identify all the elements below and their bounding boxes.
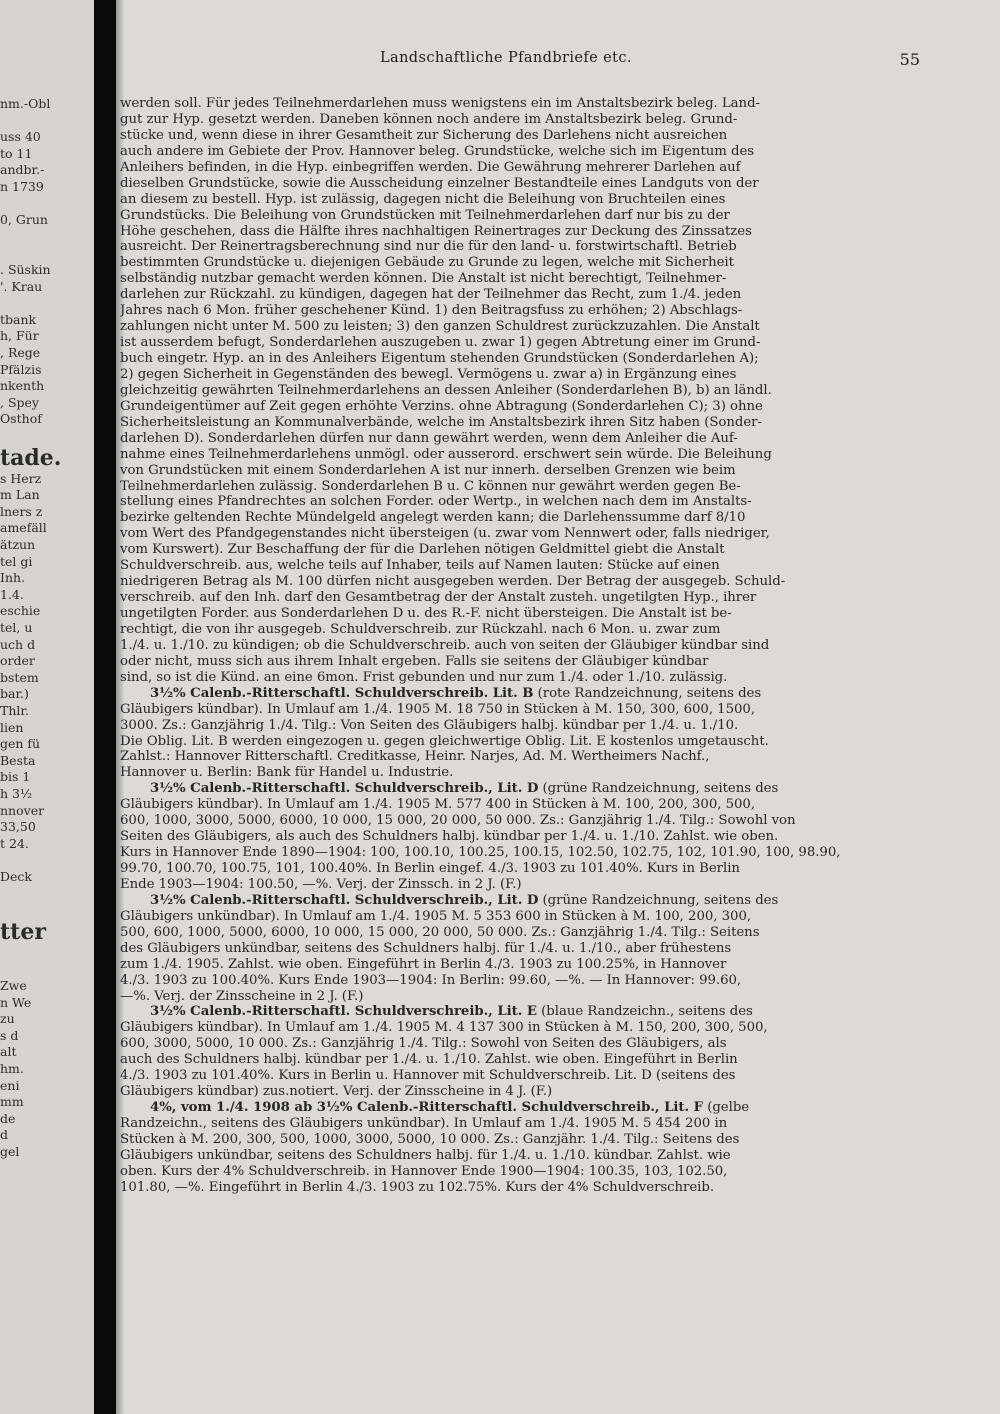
adjacent-page-line: eni — [0, 1077, 20, 1093]
text-line: Randzeichn., seitens des Gläubigers unkündbar). In Umlauf am 1./4. 1905 M. 5 454 200 in — [120, 1116, 728, 1131]
bond-heading: 3½% Calenb.-Ritterschaftl. Schuldverschreib., Lit. D — [150, 892, 539, 908]
text-line: gut zur Hyp. gesetzt werden. Daneben können noch andere im Anstaltsbezirk beleg. Grund- — [120, 111, 738, 127]
text-line: zum 1./4. 1905. Zahlst. wie oben. Eingeführt in Berlin 4./3. 1903 zu 100.25%, in Hannover — [120, 956, 727, 972]
text-line: 500, 600, 1000, 5000, 6000, 10 000, 15 000, 20 000, 50 000. Zs.: Ganzjährig 1./4. Tilg.: Seitens — [120, 924, 760, 940]
text-line: Gläubigers kündbar). In Umlauf am 1./4. 1905 M. 4 137 300 in Stücken à M. 150, 200, 300, 500, — [120, 1020, 768, 1036]
text-line — [120, 893, 920, 909]
text-line: rechtigt, die von ihr ausgegeb. Schuldverschreib. zur Rückzahl. nach 6 Mon. u. zwar zum — [120, 621, 721, 637]
adjacent-page-line: gen fü — [0, 736, 41, 752]
adjacent-page-line: d — [0, 1127, 9, 1143]
adjacent-page-line: eschie — [0, 603, 41, 619]
text-line: Zahlst.: Hannover Ritterschaftl. Creditkasse, Heinr. Narjes, Ad. M. Wertheimers Nachf., — [120, 749, 710, 765]
text-line: Gläubigers kündbar). In Umlauf am 1./4. 1905 M. 18 750 in Stücken à M. 150, 300, 600, 1500, — [120, 701, 755, 717]
adjacent-page-line: Zwe — [0, 978, 27, 993]
adjacent-page-line: bis 1 — [0, 769, 31, 785]
bond-heading: 3½% Calenb.-Ritterschaftl. Schuldverschreib., Lit. E — [150, 1004, 537, 1020]
text-line: Grundeigentümer auf Zeit gegen erhöhte Verzins. ohne Abtragung (Sonderdarlehen C); 3) ohne — [120, 398, 763, 414]
adjacent-page-line: gel — [0, 1144, 20, 1159]
text-line: selbständig nutzbar gemacht werden können. Die Anstalt ist nicht berechtigt, Teilnehmer- — [120, 271, 727, 287]
adjacent-page-fragment — [0, 0, 94, 1414]
text-line: Gläubigers kündbar). In Umlauf am 1./4. 1905 M. 577 400 in Stücken à M. 100, 200, 300, 500, — [120, 797, 755, 813]
text-line: Gläubigers kündbar) zus.notiert. Verj. der Zinsscheine in 4 J. (F.) — [120, 1084, 553, 1100]
adjacent-page-line: zu — [0, 1011, 15, 1027]
adjacent-page-line: lien — [0, 719, 24, 735]
text-line: vom Wert des Pfandgegenstandes nicht übersteigen (u. zwar vom Nennwert oder, falls niedriger, — [120, 526, 770, 542]
book-binding-shadow — [94, 0, 116, 1414]
text-run: (gelbe — [703, 1100, 750, 1116]
adjacent-page-line: n 1739 — [0, 179, 44, 194]
text-line: ausreicht. Der Reinertragsberechnung sind nur die für den land- u. forstwirtschaftl. Betrieb — [120, 239, 737, 255]
text-line: buch eingetr. Hyp. an in des Anleihers Eigentum stehenden Grundstücken (Sonderdarlehen A); — [120, 351, 759, 366]
text-line: Grundstücks. Die Beleihung von Grundstücken mit Teilnehmerdarlehen darf nur bis zu der — [120, 207, 730, 223]
page-header — [380, 50, 920, 72]
text-line — [120, 1100, 920, 1116]
text-line: auch des Schuldners halbj. kündbar per 1./4. u. 1./10. Zahlst. wie oben. Eingeführt in Berlin — [120, 1052, 738, 1068]
text-line: zahlungen nicht unter M. 500 zu leisten; 3) den ganzen Schuldrest zurückzuzahlen. Die Anstalt — [120, 319, 760, 335]
text-line: 2) gegen Sicherheit in Gegenständen des bewegl. Vermögens u. zwar a) in Ergänzung eines — [120, 366, 737, 382]
running-head: Landschaftliche Pfandbriefe etc. — [380, 50, 632, 66]
adjacent-page-line: Besta — [0, 752, 36, 768]
text-line: —%. Verj. der Zinsscheine in 2 J. (F.) — [120, 988, 364, 1004]
text-line: vom Kurswert). Zur Beschaffung der für die Darlehen nötigen Geldmittel giebt die Anstalt — [120, 542, 725, 558]
text-run: (blaue Randzeichn., seitens des — [536, 1004, 753, 1020]
text-line: 1./4. u. 1./10. zu kündigen; ob die Schuldverschreib. auch von seiten der Gläubiger kündbar sind — [120, 637, 770, 653]
text-line: auch andere im Gebiete der Prov. Hannover beleg. Grundstücke, welche sich im Eigentum des — [120, 143, 755, 159]
adjacent-page-line: de — [0, 1110, 16, 1126]
adjacent-page-line: m Lan — [0, 487, 40, 503]
text-line: 600, 3000, 5000, 10 000. Zs.: Ganzjährig 1./4. Tilg.: Sowohl von Seiten des Gläubigers, als — [120, 1036, 727, 1052]
text-line: Gläubigers unkündbar). In Umlauf am 1./4. 1905 M. 5 353 600 in Stücken à M. 100, 200, 300, — [120, 908, 752, 924]
text-line: des Gläubigers unkündbar, seitens des Schuldners halbj. für 1./4. u. 1./10., aber frühestens — [120, 940, 732, 956]
adjacent-page-line: alt — [0, 1044, 17, 1060]
adjacent-page-line: Pfälzis — [0, 361, 42, 377]
text-line: verschreib. auf den Inh. darf den Gesamtbetrag der der Anstalt zusteh. ungetilgten Hyp., ihrer — [120, 590, 757, 606]
adjacent-page-line: 33,50 — [0, 819, 36, 835]
text-line: bezirke geltenden Rechte Mündelgeld angelegt werden kann; die Darlehenssumme darf 8/10 — [120, 510, 746, 526]
text-line: stücke und, wenn diese in ihrer Gesamtheit zur Sicherung des Darlehens nicht ausreichen — [120, 127, 728, 143]
adjacent-page-line: Thlr. — [0, 703, 29, 718]
text-line: ist ausserdem befugt, Sonderdarlehen auszugeben u. zwar 1) gegen Abtretung einer im Grund- — [120, 335, 761, 351]
text-line: oben. Kurs der 4% Schuldverschreib. in Hannover Ende 1900—1904: 100.35, 103, 102.50, — [120, 1163, 728, 1179]
bond-heading: 4%, vom 1./4. 1908 ab 3½% Calenb.-Ritterschaftl. Schuldverschreib., Lit. F — [150, 1100, 704, 1116]
text-line: Ende 1903—1904: 100.50, —%. Verj. der Zinssch. in 2 J. (F.) — [120, 876, 522, 892]
text-line: Stücken à M. 200, 300, 500, 1000, 3000, 5000, 10 000. Zs.: Ganzjähr. 1./4. Tilg.: Seitens des — [120, 1131, 740, 1147]
text-line: darlehen zur Rückzahl. zu kündigen, dagegen hat der Teilnehmer das Recht, zum 1./4. jeden — [120, 287, 742, 303]
bond-heading: 3½% Calenb.-Ritterschaftl. Schuldverschreib., Lit. D — [150, 781, 539, 797]
text-line: niedrigeren Betrag als M. 100 dürfen nicht ausgegeben werden. Der Betrag der ausgegeb. Schuld- — [120, 574, 786, 590]
text-line: von Grundstücken mit einem Sonderdarlehen A ist nur innerh. derselben Grenzen wie beim — [120, 462, 736, 478]
adjacent-page-line: hm. — [0, 1061, 24, 1076]
text-line: gleichzeitig gewährten Teilnehmerdarlehens an dessen Anleiher (Sonderdarlehen B), b) an ländl. — [120, 382, 772, 398]
adjacent-page-line: tade. — [0, 444, 62, 471]
adjacent-page-line: bstem — [0, 669, 39, 685]
page-number: 55 — [899, 50, 920, 69]
body-text — [120, 96, 920, 1196]
adjacent-page-line: bar.) — [0, 686, 29, 702]
text-line: nahme eines Teilnehmerdarlehens unmögl. oder ausserord. erschwert sein würde. Die Beleihung — [120, 446, 772, 462]
adjacent-page-line: amefäll — [0, 520, 47, 536]
text-line: Hannover u. Berlin: Bank für Handel u. Industrie. — [120, 765, 454, 781]
adjacent-page-line: s d — [0, 1027, 19, 1043]
adjacent-page-line: tel gi — [0, 553, 33, 569]
text-line: Jahres nach 6 Mon. früher geschehener Künd. 1) den Beitragsfuss zu erhöhen; 2) Abschlags- — [120, 303, 743, 319]
bond-heading: 3½% Calenb.-Ritterschaftl. Schuldverschreib. Lit. B — [150, 685, 534, 701]
adjacent-page-line: uss 40 — [0, 129, 41, 145]
adjacent-page-line: lners z — [0, 503, 43, 519]
text-line: Sicherheitsleistung an Kommunalverbände, welche im Anstaltsbezirk ihren Sitz haben (Sonder- — [120, 414, 762, 430]
adjacent-page-line: t 24. — [0, 835, 29, 851]
adjacent-page-line: mm — [0, 1094, 24, 1110]
adjacent-page-line: 1.4. — [0, 586, 24, 602]
text-line: oder nicht, muss sich aus ihrem Inhalt ergeben. Falls sie seitens der Gläubiger kündbar — [120, 653, 709, 669]
adjacent-page-line: h, Für — [0, 328, 39, 344]
text-line: 600, 1000, 3000, 5000, 6000, 10 000, 15 000, 20 000, 50 000. Zs.: Ganzjährig 1./4. Tilg.: Sowohl von — [120, 813, 796, 829]
adjacent-page-line: n We — [0, 994, 32, 1010]
adjacent-page-line: tter — [0, 918, 46, 945]
text-line: dieselben Grundstücke, sowie die Ausscheidung einzelner Bestandteile eines Landguts von der — [120, 175, 759, 191]
adjacent-page-line: , Rege — [0, 345, 41, 360]
text-line: 3000. Zs.: Ganzjährig 1./4. Tilg.: Von Seiten des Gläubigers halbj. kündbar per 1./4. u. 1./10. — [120, 717, 739, 733]
adjacent-page-line: uch d — [0, 636, 36, 652]
text-line: ungetilgten Forder. aus Sonderdarlehen D u. des R.-F. nicht übersteigen. Die Anstalt ist be- — [120, 606, 732, 621]
adjacent-page-line: . Süskin — [0, 262, 51, 277]
text-line: Höhe geschehen, dass die Hälfte ihres nachhaltigen Reinertrages zur Deckung des Zinssatzes — [120, 223, 752, 239]
adjacent-page-line: Deck — [0, 869, 32, 884]
adjacent-page-line: Osthof — [0, 411, 42, 427]
text-line: 4./3. 1903 zu 101.40%. Kurs in Berlin u. Hannover mit Schuldverschreib. Lit. D (seitens des — [120, 1068, 736, 1084]
adjacent-page-line: h 3½ — [0, 786, 33, 801]
adjacent-page-line: s Herz — [0, 470, 42, 486]
text-line: Kurs in Hannover Ende 1890—1904: 100, 100.10, 100.25, 100.15, 102.50, 102.75, 102, 101.90, 100, 98.90, — [120, 845, 841, 861]
text-line: 4./3. 1903 zu 100.40%. Kurs Ende 1903—1904: In Berlin: 99.60, —%. — In Hannover: 99.60, — [120, 972, 742, 988]
adjacent-page-line: tel, u — [0, 620, 33, 635]
adjacent-page-line: Inh. — [0, 570, 26, 586]
text-line: 101.80, —%. Eingeführt in Berlin 4./3. 1903 zu 102.75%. Kurs der 4% Schuldverschreib. — [120, 1179, 715, 1195]
adjacent-page-line: 0, Grun — [0, 212, 48, 228]
adjacent-page-line: andbr.- — [0, 162, 45, 178]
text-line: Gläubigers unkündbar, seitens des Schuldners halbj. für 1./4. u. 1./10. kündbar. Zahlst. wie — [120, 1147, 731, 1163]
text-run: (grüne Randzeichnung, seitens des — [538, 781, 779, 797]
text-line: sind, so ist die Künd. an eine 6mon. Frist gebunden und nur zum 1./4. oder 1./10. zulässig. — [120, 669, 728, 685]
adjacent-page-line: nnover — [0, 802, 45, 818]
adjacent-page-line: to 11 — [0, 145, 33, 161]
text-line: 99.70, 100.70, 100.75, 101, 100.40%. In Berlin eingef. 4./3. 1903 zu 101.40%. Kurs in Berlin — [120, 861, 740, 876]
adjacent-page-line: tbank — [0, 311, 37, 327]
adjacent-page-line: , Spey — [0, 394, 39, 410]
text-run: (grüne Randzeichnung, seitens des — [538, 892, 779, 908]
text-line: Schuldverschreib. aus, welche teils auf Inhaber, teils auf Namen lauten: Stücke auf einen — [120, 558, 720, 574]
adjacent-page-line: '. Krau — [0, 278, 43, 294]
text-line: Teilnehmerdarlehen zulässig. Sonderdarlehen B u. C können nur gewährt werden gegen Be- — [120, 478, 741, 494]
text-run: (rote Randzeichnung, seitens des — [533, 685, 762, 701]
adjacent-page-line: ätzun — [0, 537, 36, 552]
text-line: Anleihers befinden, in die Hyp. einbegriffen werden. Die Gewährung mehrerer Darlehen auf — [120, 159, 741, 175]
text-line: darlehen D). Sonderdarlehen dürfen nur dann gewährt werden, wenn dem Anleiher die Auf- — [120, 430, 738, 446]
text-line: bestimmten Grundstücke u. diejenigen Gebäude zu Grunde zu legen, welche mit Sicherheit — [120, 255, 734, 271]
text-line: stellung eines Pfandrechtes an solchen Forder. oder Wertp., in welchen nach dem im Anstalts- — [120, 494, 752, 510]
adjacent-page-line: nkenth — [0, 378, 45, 394]
text-line: Seiten des Gläubigers, als auch des Schuldners halbj. kündbar per 1./4. u. 1./10. Zahlst. wie oben. — [120, 829, 779, 845]
adjacent-page-line: order — [0, 653, 35, 669]
text-line — [120, 686, 920, 702]
text-line — [120, 781, 920, 797]
text-line: Die Oblig. Lit. B werden eingezogen u. gegen gleichwertige Oblig. Lit. E kostenlos umgetauscht. — [120, 733, 769, 749]
adjacent-page-line: nm.-Obl — [0, 96, 51, 111]
text-line: an diesem zu bestell. Hyp. ist zulässig, dagegen nicht die Beleihung von Bruchteilen eines — [120, 191, 726, 207]
text-line — [120, 1004, 920, 1020]
text-line: werden soll. Für jedes Teilnehmerdarlehen muss wenigstens ein im Anstaltsbezirk beleg. Land- — [120, 96, 760, 111]
